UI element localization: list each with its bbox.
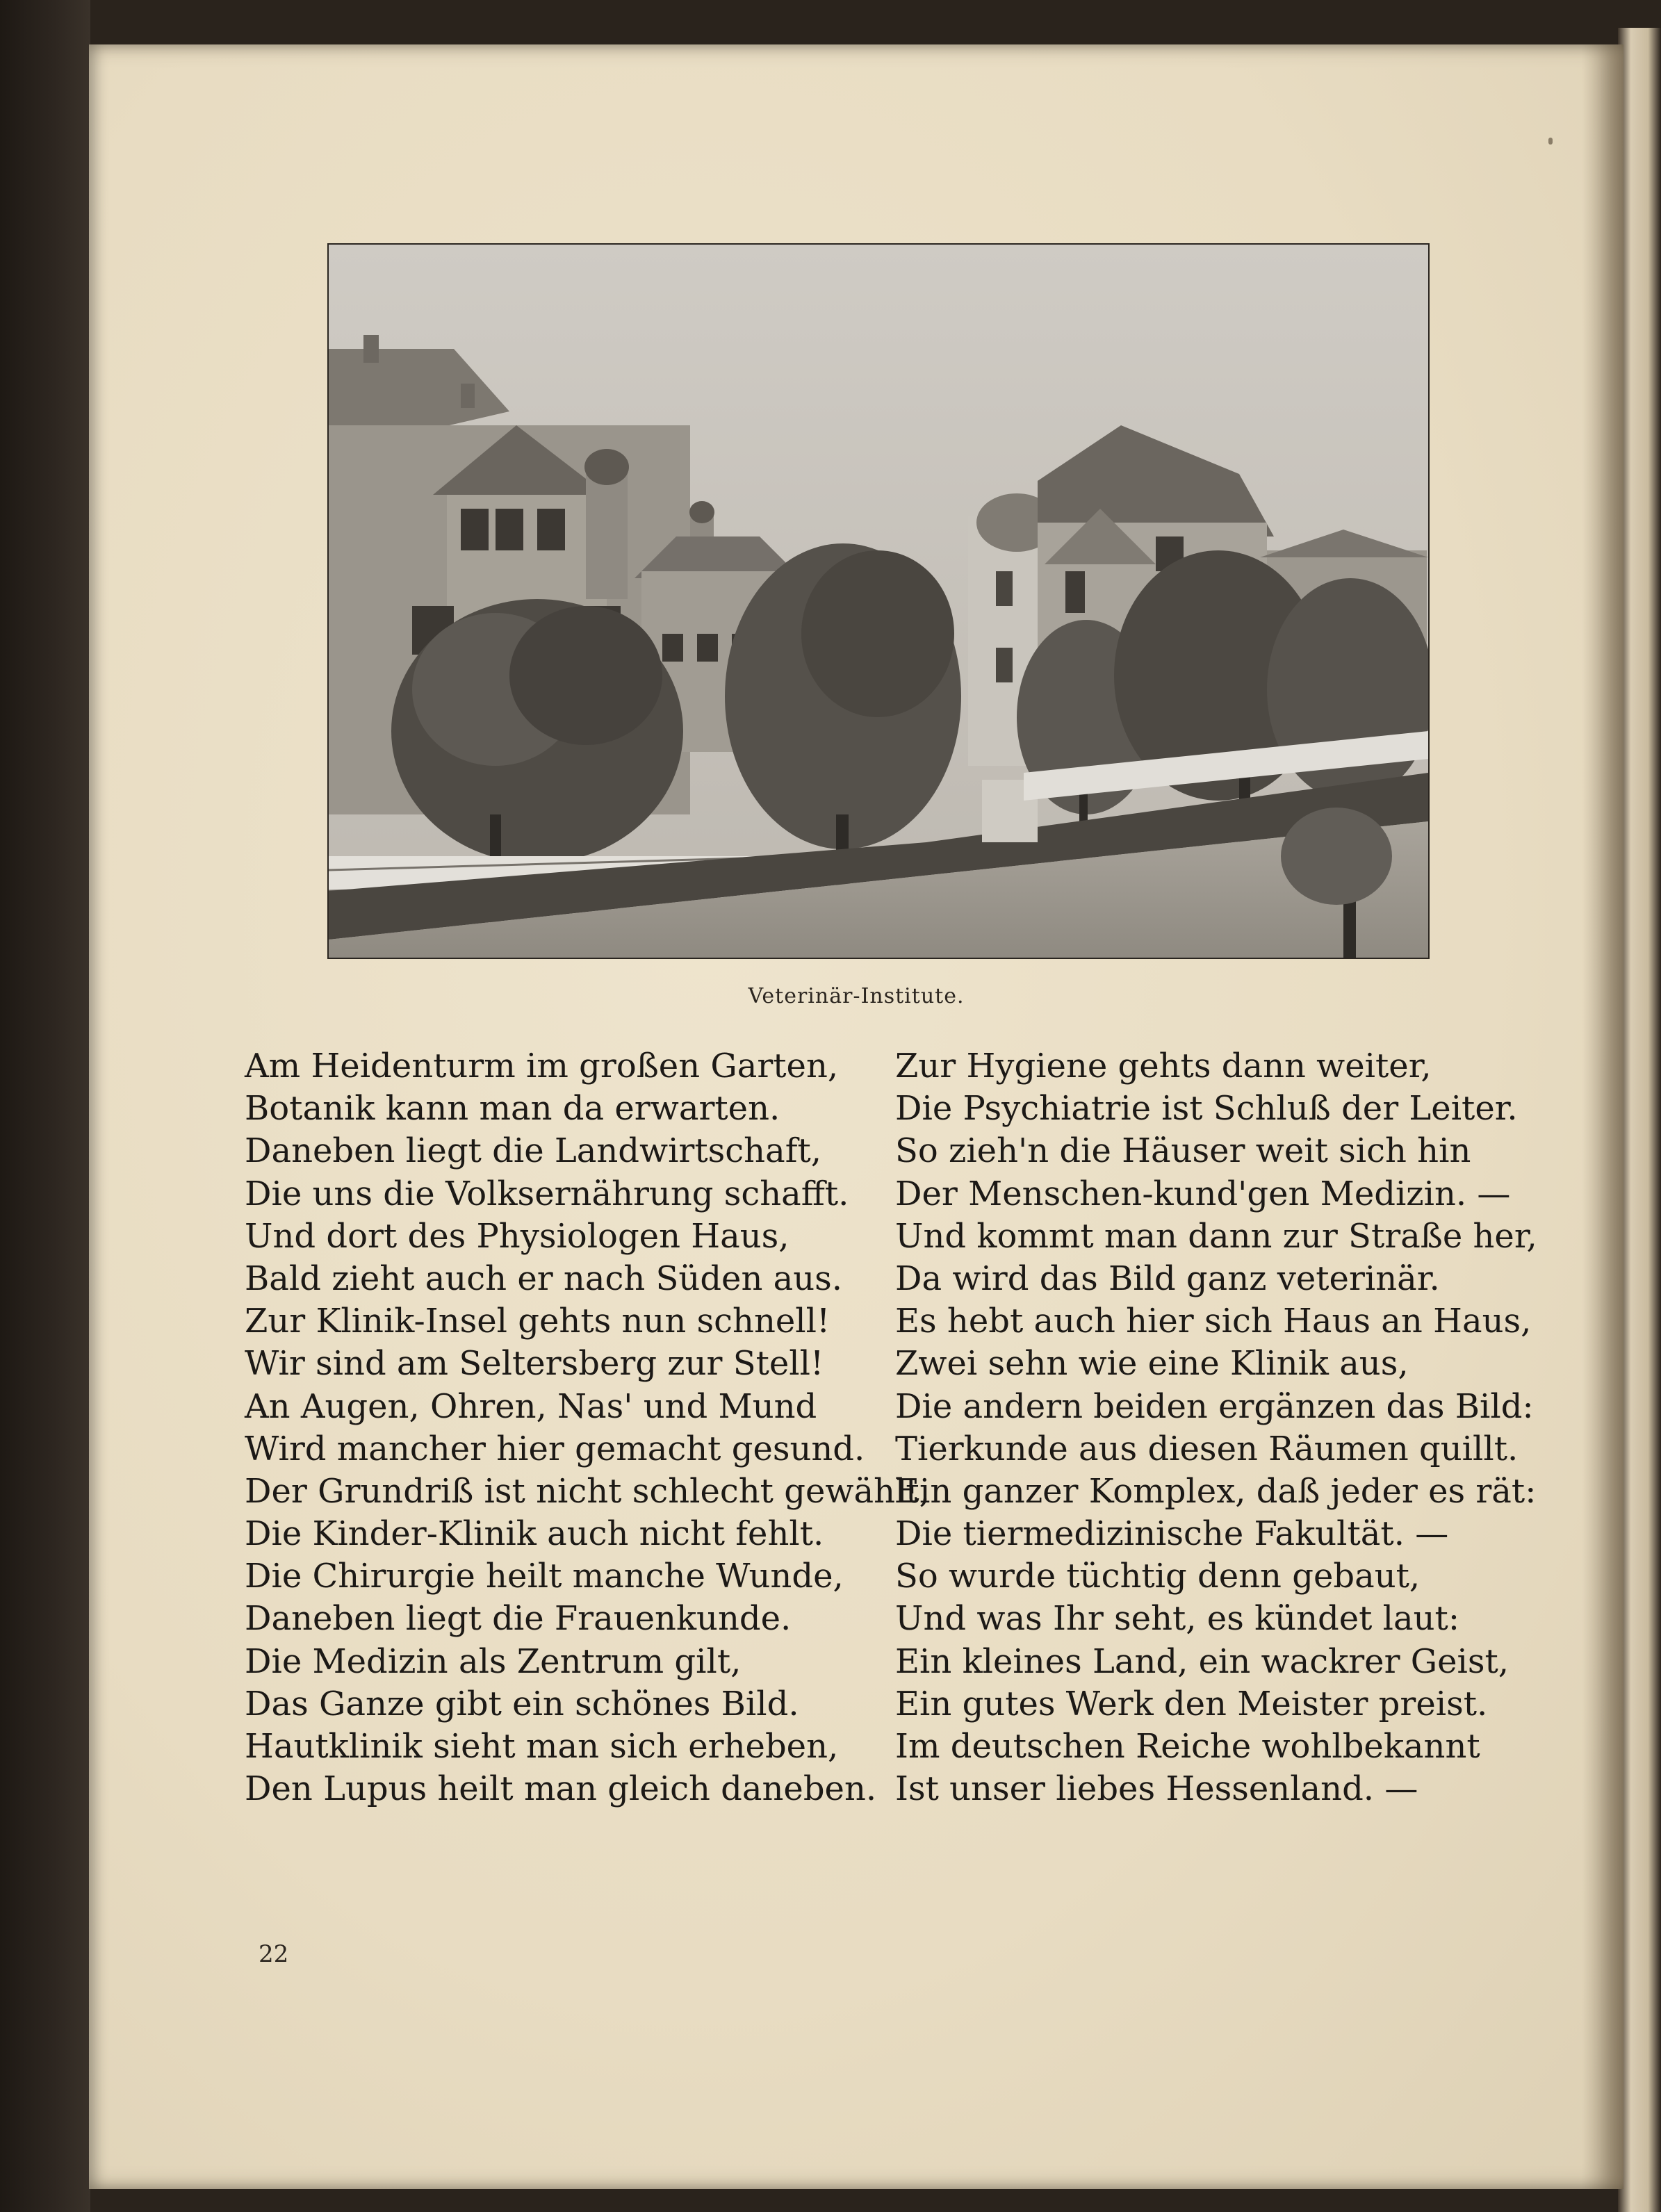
verse-line: Es hebt auch hier sich Haus an Haus, bbox=[895, 1302, 1532, 1341]
verse-line: Ein gutes Werk den Meister preist. bbox=[895, 1684, 1488, 1723]
verse-line: Tierkunde aus diesen Räumen quillt. bbox=[895, 1429, 1519, 1468]
photograph-veterinary-institutes bbox=[327, 243, 1430, 959]
poem-right-column bbox=[895, 1045, 1537, 1810]
verse-line: Ist unser liebes Hessenland. — bbox=[895, 1769, 1418, 1809]
verse-line: Zur Klinik-Insel gehts nun schnell! bbox=[245, 1302, 830, 1341]
poem-left-column bbox=[245, 1045, 930, 1810]
verse-line: Und dort des Physiologen Haus, bbox=[245, 1216, 789, 1256]
verse-line: Die Medizin als Zentrum gilt, bbox=[245, 1641, 742, 1681]
verse-line: Daneben liegt die Landwirtschaft, bbox=[245, 1131, 822, 1171]
verse-line: Ein kleines Land, ein wackrer Geist, bbox=[895, 1641, 1509, 1681]
verse-line: Bald zieht auch er nach Süden aus. bbox=[245, 1259, 843, 1298]
verse-line: Wird mancher hier gemacht gesund. bbox=[245, 1429, 865, 1468]
verse-line: Ein ganzer Komplex, daß jeder es rät: bbox=[895, 1471, 1537, 1511]
verse-line: Die uns die Volksernährung schafft. bbox=[245, 1174, 849, 1213]
verse-line: Die Kinder-Klinik auch nicht fehlt. bbox=[245, 1514, 824, 1554]
verse-line: Zwei sehn wie eine Klinik aus, bbox=[895, 1344, 1409, 1384]
verse-line: Und was Ihr seht, es kündet laut: bbox=[895, 1599, 1460, 1639]
verse-line: Die Psychiatrie ist Schluß der Leiter. bbox=[895, 1089, 1518, 1129]
verse-line: So wurde tüchtig denn gebaut, bbox=[895, 1557, 1421, 1596]
verse-line: Daneben liegt die Frauenkunde. bbox=[245, 1599, 792, 1639]
verse-line: Das Ganze gibt ein schönes Bild. bbox=[245, 1684, 799, 1723]
verse-line: An Augen, Ohren, Nas' und Mund bbox=[245, 1386, 817, 1426]
paper-speck bbox=[1548, 138, 1553, 145]
verse-line: Wir sind am Seltersberg zur Stell! bbox=[245, 1344, 824, 1384]
book-page bbox=[89, 44, 1623, 2189]
verse-line: Da wird das Bild ganz veterinär. bbox=[895, 1259, 1440, 1298]
verse-line: Der Menschen-kund'gen Medizin. — bbox=[895, 1174, 1511, 1213]
verse-line: Zur Hygiene gehts dann weiter, bbox=[895, 1047, 1432, 1085]
verse-line: Die Chirurgie heilt manche Wunde, bbox=[245, 1557, 844, 1596]
verse-line: Die andern beiden ergänzen das Bild: bbox=[895, 1386, 1534, 1426]
verse-line: Die tiermedizinische Fakultät. — bbox=[895, 1514, 1449, 1554]
verse-line: Der Grundriß ist nicht schlecht gewählt, bbox=[245, 1471, 930, 1511]
verse-line: Am Heidenturm im großen Garten, bbox=[245, 1047, 839, 1085]
photo-caption: Veterinär-Institute. bbox=[748, 984, 965, 1008]
verse-line: Hautklinik sieht man sich erheben, bbox=[245, 1727, 839, 1766]
page-number: 22 bbox=[259, 1940, 289, 1968]
photo-illustration bbox=[329, 245, 1428, 958]
verse-line: Den Lupus heilt man gleich daneben. bbox=[245, 1769, 877, 1809]
verse-line: Botanik kann man da erwarten. bbox=[245, 1089, 780, 1129]
verse-line: So zieh'n die Häuser weit sich hin bbox=[895, 1131, 1471, 1171]
next-page-edge bbox=[1618, 28, 1661, 2212]
verse-line: Im deutschen Reiche wohlbekannt bbox=[895, 1727, 1480, 1766]
gutter-shadow bbox=[1582, 44, 1623, 2189]
verse-line: Und kommt man dann zur Straße her, bbox=[895, 1216, 1537, 1256]
book-binding-edge bbox=[0, 0, 90, 2212]
